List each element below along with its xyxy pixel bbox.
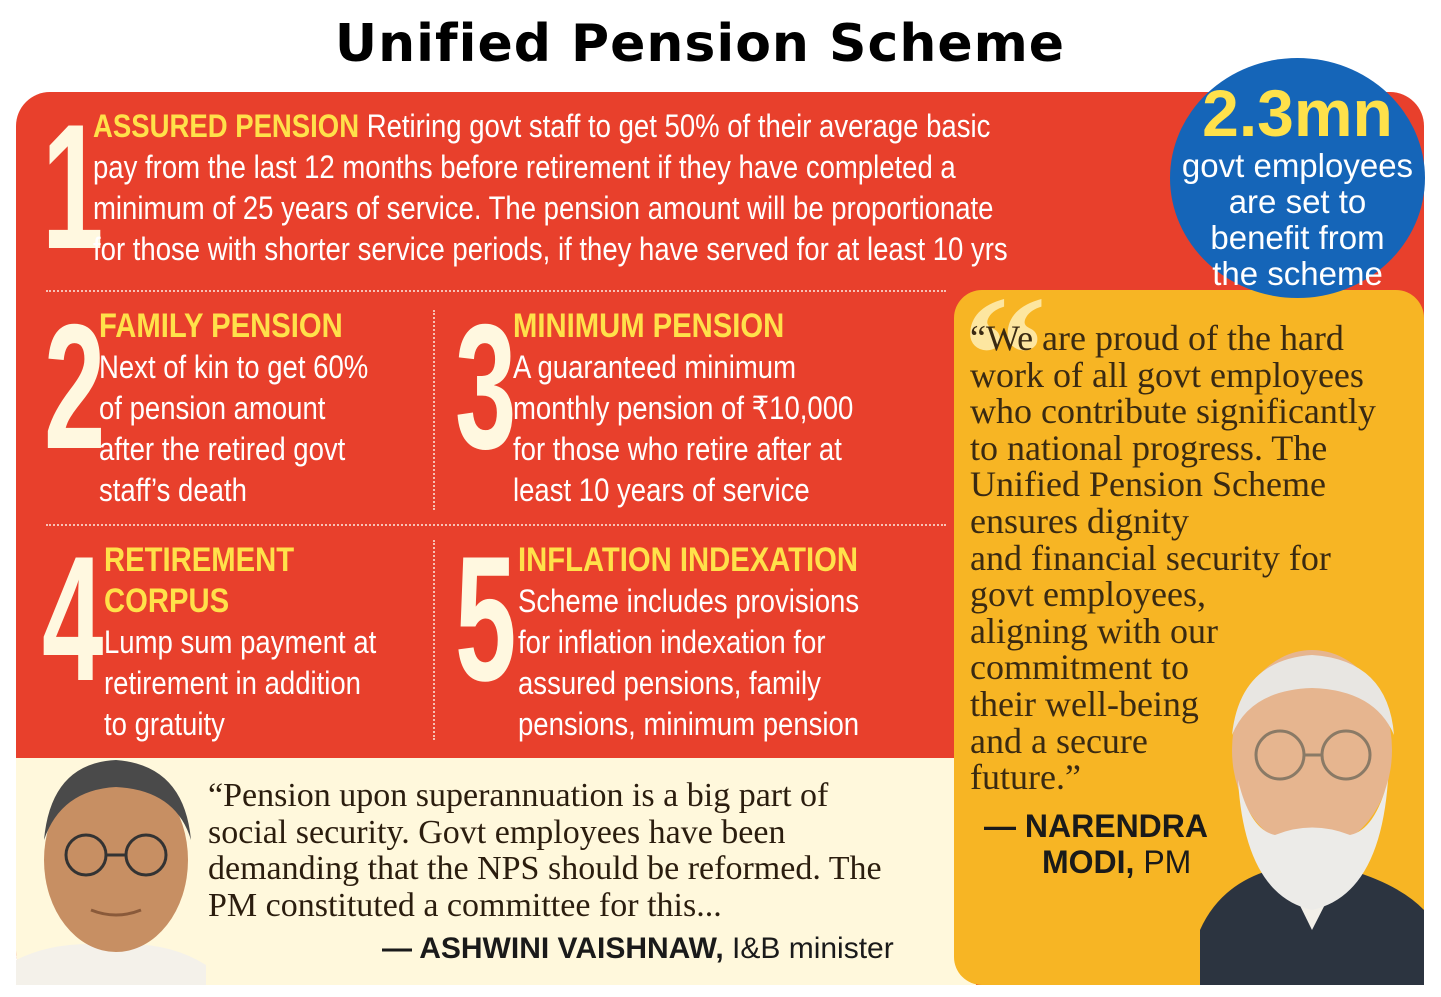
item-1-number: 1 (42, 87, 104, 286)
minister-quote-line: demanding that the NPS should be reformed. The (208, 850, 882, 887)
item-2-body-line: Next of kin to get 60% (99, 349, 369, 385)
minister-name: — ASHWINI VAISHNAW, (382, 932, 724, 965)
item-1-body-line: for those with shorter service periods, if they have served for at least 10 yrs (93, 231, 1008, 267)
item-3-number: 3 (455, 287, 517, 486)
item-2-number: 2 (44, 287, 106, 486)
pm-name-line: MODI, (1042, 844, 1135, 880)
item-3-body (513, 347, 853, 511)
pm-quote-line: “We are proud of the hard (970, 318, 1344, 358)
pm-quote-line: aligning with our (970, 610, 1218, 651)
item-4-title (104, 540, 294, 622)
item-4-body-line: to gratuity (104, 706, 225, 742)
pm-name-line: — NARENDRA (984, 808, 1208, 844)
quote-mark-icon: “ (962, 261, 1047, 449)
item-2-body-line: staff’s death (99, 472, 247, 508)
minister-attribution (382, 932, 894, 966)
minister-quote-line: “Pension upon superannuation is a big part of (208, 777, 829, 814)
pm-quote-line: and a secure (970, 720, 1148, 761)
item-4-body-line: Lump sum payment at (104, 624, 377, 660)
pm-quote-line: who contribute significantly (970, 391, 1376, 432)
stat-badge (1170, 58, 1425, 298)
item-2-body-line: of pension amount (99, 390, 326, 426)
stat-caption-line: benefit from (1210, 219, 1385, 256)
pm-quote-line: commitment to (970, 647, 1189, 688)
item-5-body-line: Scheme includes provisions (518, 583, 860, 619)
item-5-body-line: pensions, minimum pension (518, 706, 860, 742)
item-3-title: MINIMUM PENSION (513, 307, 785, 345)
pm-role: PM (1143, 844, 1192, 880)
item-2-title: FAMILY PENSION (99, 307, 343, 345)
pm-quote-line: and financial security for (970, 537, 1331, 578)
item-3-body-line: least 10 years of service (513, 472, 810, 508)
minister-quote-line: social security. Govt employees have been (208, 813, 786, 851)
item-5-body-line: for inflation indexation for (518, 624, 826, 660)
minister-quote-line: PM constituted a committee for this... (208, 886, 722, 924)
item-3-body-line: for those who retire after at (513, 431, 842, 467)
pm-quote-line: govt employees, (970, 574, 1206, 615)
pm-portrait (1200, 630, 1424, 985)
minister-role: I&B minister (732, 932, 894, 965)
item-1-body-line: Retiring govt staff to get 50% of their average basic (366, 108, 991, 144)
divider (433, 310, 435, 510)
item-4-number: 4 (42, 519, 104, 718)
item-4-body (104, 622, 376, 745)
item-4-body-line: retirement in addition (104, 665, 361, 701)
item-3-body-line: monthly pension of ₹10,000 (513, 390, 854, 426)
pm-quote-line: to national progress. The (970, 427, 1328, 468)
pm-quote-line: ensures dignity (970, 500, 1189, 541)
stat-value: 2.3mn (1202, 76, 1393, 150)
item-2-body (99, 347, 368, 511)
stat-caption-line: govt employees (1181, 147, 1414, 184)
pm-quote-line: their well-being (970, 683, 1199, 724)
item-4-title-line: RETIREMENT (104, 541, 295, 579)
item-4-title-line: CORPUS (104, 582, 230, 620)
divider (433, 540, 435, 740)
item-5-body (518, 581, 859, 745)
pm-attribution (984, 808, 1208, 880)
item-1-body-line: pay from the last 12 months before retirement if they have completed a (93, 149, 956, 185)
item-1-text (93, 106, 1008, 270)
item-5-number: 5 (455, 519, 517, 718)
pm-quote-line: Unified Pension Scheme (970, 464, 1326, 505)
stat-caption-line: the scheme (1212, 255, 1383, 292)
item-1-body-line: minimum of 25 years of service. The pension amount will be proportionate (93, 190, 994, 226)
item-5-title: INFLATION INDEXATION (518, 541, 859, 579)
minister-portrait (16, 745, 206, 985)
page-title: Unified Pension Scheme (334, 14, 1066, 74)
stat-caption (1170, 148, 1425, 292)
stat-caption-line: are set to (1228, 183, 1367, 220)
item-3-body-line: A guaranteed minimum (513, 349, 796, 385)
item-5-body-line: assured pensions, family (518, 665, 821, 701)
pm-quote-line: work of all govt employees (970, 354, 1364, 395)
minister-quote (208, 778, 882, 924)
item-2-body-line: after the retired govt (99, 431, 346, 467)
item-1-title: ASSURED PENSION (93, 108, 360, 144)
pm-quote-line: future.” (970, 757, 1081, 798)
